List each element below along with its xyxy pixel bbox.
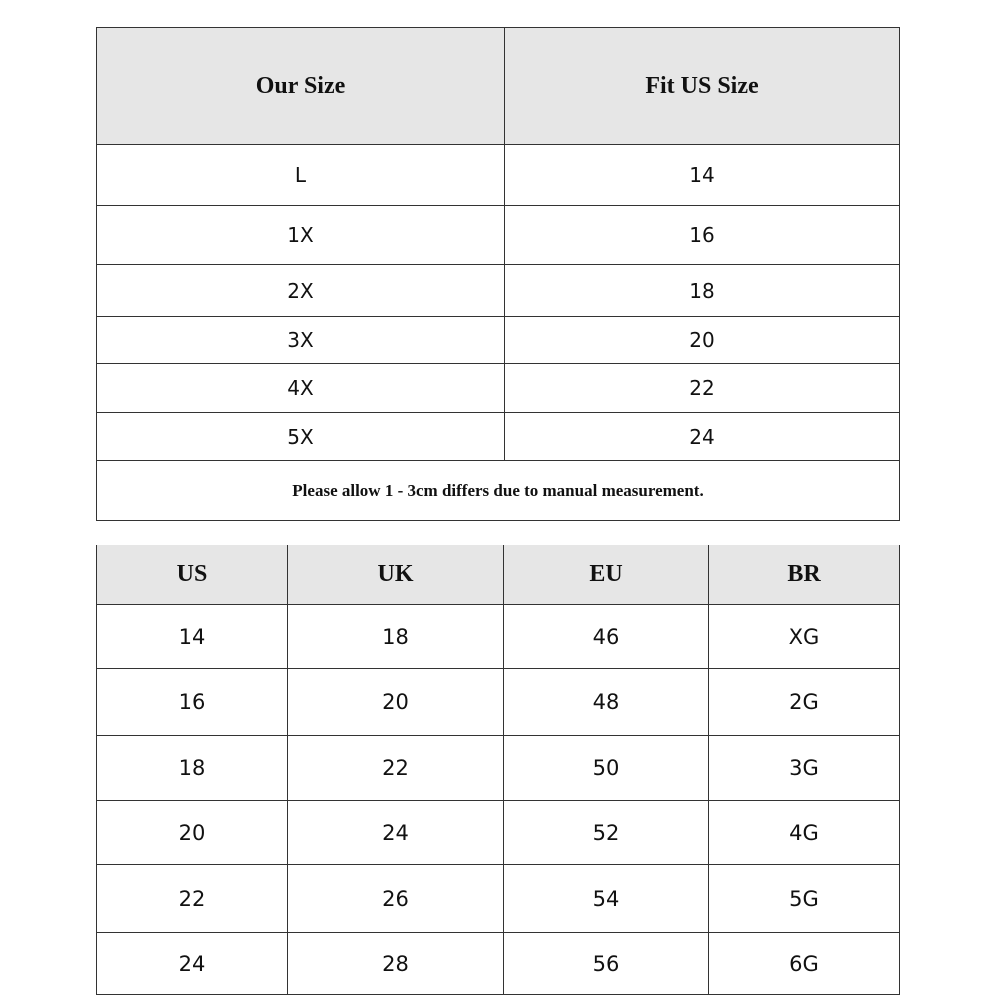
our-size-cell: 2X: [97, 265, 505, 317]
uk-cell: 24: [288, 801, 504, 865]
our-size-cell: 3X: [97, 317, 505, 364]
table-row: [97, 145, 900, 206]
measurement-note: Please allow 1 - 3cm differs due to manual measurement.: [97, 461, 900, 521]
table-row: [97, 865, 900, 933]
br-cell: XG: [709, 605, 900, 669]
table-row: [97, 265, 900, 317]
us-cell: 18: [97, 736, 288, 801]
size-chart-header-row: [97, 28, 900, 145]
size-conversion-table: [96, 545, 900, 995]
br-cell: 5G: [709, 865, 900, 933]
br-cell: 4G: [709, 801, 900, 865]
us-cell: 16: [97, 669, 288, 736]
eu-cell: 52: [504, 801, 709, 865]
header-our-size: Our Size: [97, 28, 505, 145]
us-cell: 22: [97, 865, 288, 933]
table-row: [97, 669, 900, 736]
br-cell: 3G: [709, 736, 900, 801]
header-us: US: [97, 545, 288, 605]
our-size-cell: 5X: [97, 413, 505, 461]
fit-us-size-cell: 24: [505, 413, 900, 461]
eu-cell: 56: [504, 933, 709, 995]
br-cell: 6G: [709, 933, 900, 995]
uk-cell: 26: [288, 865, 504, 933]
table-row: [97, 364, 900, 413]
our-size-cell: 4X: [97, 364, 505, 413]
size-chart-table: [96, 27, 900, 521]
us-cell: 14: [97, 605, 288, 669]
uk-cell: 20: [288, 669, 504, 736]
our-size-cell: 1X: [97, 206, 505, 265]
fit-us-size-cell: 18: [505, 265, 900, 317]
fit-us-size-cell: 22: [505, 364, 900, 413]
header-uk: UK: [288, 545, 504, 605]
table-row: [97, 413, 900, 461]
us-cell: 24: [97, 933, 288, 995]
eu-cell: 48: [504, 669, 709, 736]
table-row: [97, 605, 900, 669]
table-row: [97, 933, 900, 995]
uk-cell: 22: [288, 736, 504, 801]
br-cell: 2G: [709, 669, 900, 736]
conversion-header-row: [97, 545, 900, 605]
fit-us-size-cell: 20: [505, 317, 900, 364]
fit-us-size-cell: 14: [505, 145, 900, 206]
table-row: [97, 801, 900, 865]
header-br: BR: [709, 545, 900, 605]
eu-cell: 50: [504, 736, 709, 801]
us-cell: 20: [97, 801, 288, 865]
uk-cell: 28: [288, 933, 504, 995]
our-size-cell: L: [97, 145, 505, 206]
header-fit-us-size: Fit US Size: [505, 28, 900, 145]
table-row: [97, 206, 900, 265]
fit-us-size-cell: 16: [505, 206, 900, 265]
table-row: [97, 317, 900, 364]
note-row: [97, 461, 900, 521]
eu-cell: 54: [504, 865, 709, 933]
header-eu: EU: [504, 545, 709, 605]
uk-cell: 18: [288, 605, 504, 669]
table-row: [97, 736, 900, 801]
eu-cell: 46: [504, 605, 709, 669]
